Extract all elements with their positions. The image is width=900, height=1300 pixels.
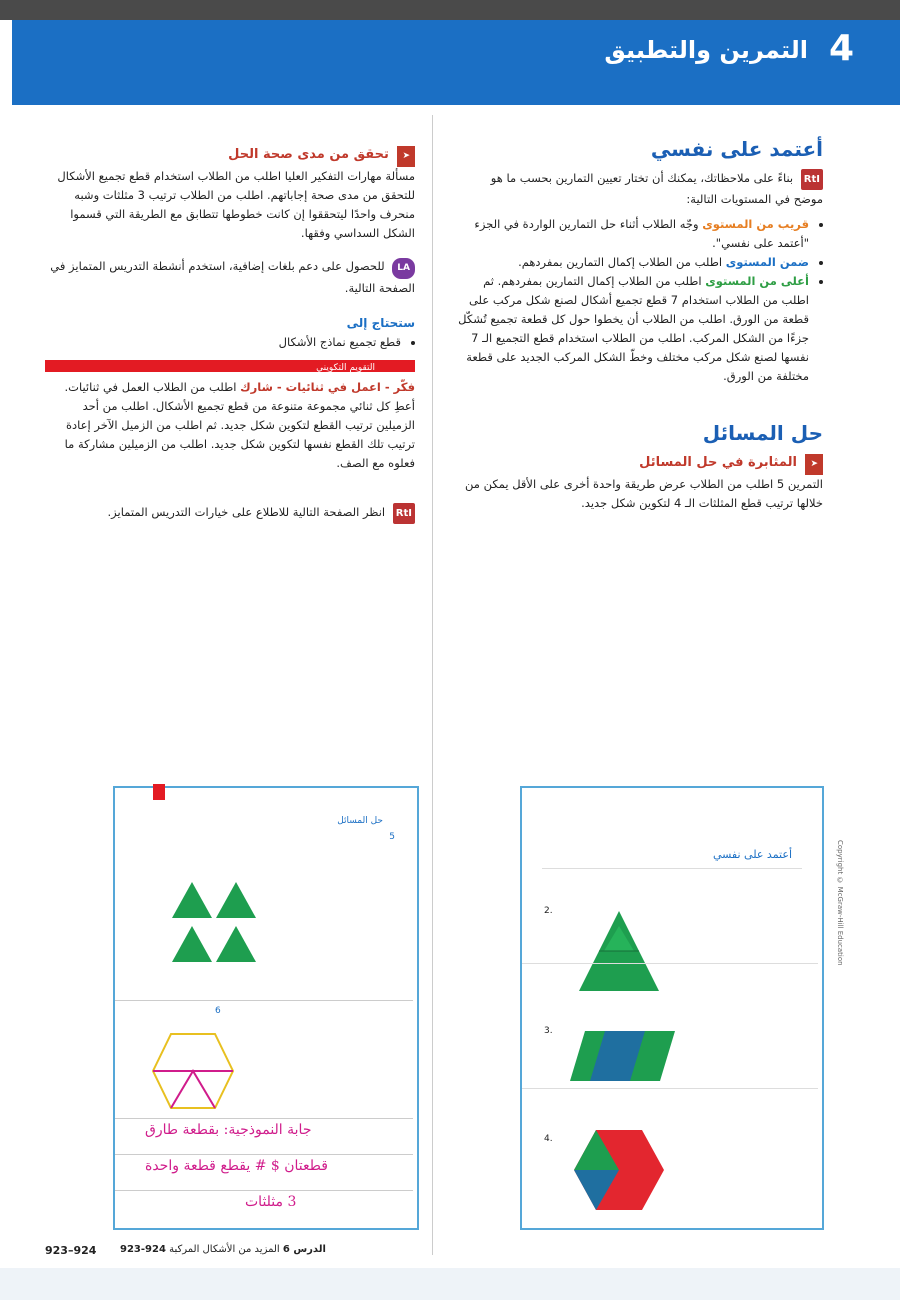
level-approaching: قريب من المستوى xyxy=(702,217,809,231)
assessment-bar-label: التقويم التكويني xyxy=(316,363,375,373)
thumb-rule xyxy=(522,1088,818,1089)
perseverance-title: المثابرة في حل المسائل xyxy=(639,455,797,470)
rti-badge: RtI xyxy=(393,503,415,524)
q6-label: 6 xyxy=(215,1006,221,1016)
levels-list xyxy=(458,215,823,386)
level-text: وجّه الطلاب أثناء حل التمارين الواردة في الجزء "أعتمد على نفسي". xyxy=(474,217,809,250)
thumb-rule xyxy=(115,1154,413,1155)
trapezoid-composite-figure xyxy=(570,1026,680,1086)
footer-lesson xyxy=(120,1244,326,1255)
think-title: فكّر - اعمل في ثنائيات - شارك xyxy=(240,380,415,394)
rti-note xyxy=(45,503,415,524)
student-page-thumbnail-left xyxy=(113,786,419,1230)
list-item: • قطع تجميع نماذج الأشكال xyxy=(45,333,401,352)
section-problem-solving-title: حل المسائل xyxy=(702,421,823,445)
lesson-pages: 924-923 xyxy=(120,1244,166,1255)
lesson-number: الدرس 6 xyxy=(282,1244,326,1255)
left-column xyxy=(45,145,415,524)
arrow-badge-icon: ➤ xyxy=(805,454,823,475)
hexagon-outline-figure xyxy=(151,1032,235,1110)
triangle-piece xyxy=(216,882,256,918)
handwritten-answer-1: جابة النموذجية: بقطعة طارق xyxy=(145,1122,312,1138)
thumb-rule xyxy=(522,963,818,964)
page-title: التمرين والتطبيق xyxy=(604,36,808,64)
thumb-title: أعتمد على نفسي xyxy=(712,848,792,861)
section-independent-title: أعتمد على نفسي xyxy=(650,137,823,161)
thumb-rule xyxy=(542,868,802,869)
division-line xyxy=(171,1071,215,1108)
four-triangles-figure xyxy=(170,880,260,972)
hexagon-composite-figure xyxy=(572,1128,666,1212)
think-pair-share xyxy=(45,378,415,473)
thumb-rule xyxy=(115,1000,413,1001)
list-item xyxy=(458,215,809,253)
thumb-rule xyxy=(115,1118,413,1119)
materials-title: ستحتاج إلى xyxy=(346,316,415,330)
handwritten-answer-3: 3 مثلثات xyxy=(245,1194,297,1210)
student-page-thumbnail-right xyxy=(520,786,824,1230)
copyright-vertical-text: Copyright © McGraw-Hill Education xyxy=(836,840,844,966)
marker-flag-icon xyxy=(153,784,165,800)
triangle-piece xyxy=(172,926,212,962)
perseverance-text: التمرين 5 اطلب من الطلاب عرض طريقة واحدة أخرى على الأقل يمكن من خلالها ترتيب قطع المثلثات الـ 4 لتكوين شكل جديد. xyxy=(465,477,823,510)
triangle-piece xyxy=(172,882,212,918)
triangle-piece xyxy=(216,926,256,962)
level-text: اطلب من الطلاب إكمال التمارين بمفردهم. xyxy=(518,255,723,269)
handwritten-answer-2: قطعتان $ # يقطع قطعة واحدة xyxy=(145,1158,328,1174)
think-text: اطلب من الطلاب العمل في ثنائيات. أعطِ كل ثنائي مجموعة متنوعة من قطع تجميع الأشكال. اطلب من أحد الزميلين ترتيب القطع لتكوين شكل جديد. ثم اطلب من الزميل الآخر إعادة ترتيب تلك القطع نفسها لتكوين شكل جديد. اطلب من الزميلين مشاركة ما فعلوه مع الصف. xyxy=(64,380,415,470)
rti-note-text: انظر الصفحة التالية للاطلاع على خيارات التدريس المتمايز. xyxy=(107,505,386,519)
page-range: 923–924 xyxy=(45,1244,97,1257)
thumb-header: حل المسائل xyxy=(337,816,383,826)
lesson-step-number: 4 xyxy=(828,28,854,69)
right-column xyxy=(458,137,823,513)
check-text: مسألة مهارات التفكير العليا اطلب من الطلاب استخدام قطع تجميع الأشكال للتحقق من مدى صحة إجاباتهم. اطلب من الطلاب ترتيب 3 مثلثات وشبه منحرف واحدًا ليتحققوا إن كانت خطوطها تتطابق مع الطريقة التي قسموا الشكل السداسي وفقها. xyxy=(57,169,415,240)
page-footer xyxy=(0,1230,900,1268)
level-text: اطلب من الطلاب إكمال التمارين بمفردهم. ثم اطلب من الطلاب استخدام 7 قطع تجميع أشكال لصنع شكل مركب على قطعة من الورق. اطلب من الطلاب أن يخطوا حول كل قطعة تجميع تُشكّل جزءًا من الشكل المركب. اطلب من الطلاب استخدام قطع التجميع الـ 7 نفسها لصنع شكل مركب مختلف وخطّ الشكل المركب الجديد على قطعة مختلفة من الورق. xyxy=(458,274,809,383)
list-item xyxy=(458,272,809,386)
la-text: للحصول على دعم بلغات إضافية، استخدم أنشطة التدريس المتمايز في الصفحة التالية. xyxy=(50,259,415,295)
q4-label: 4. xyxy=(544,1134,553,1144)
q3-label: 3. xyxy=(544,1026,553,1036)
rti-intro-text: بناءً على ملاحظاتك، يمكنك أن تختار تعيين التمارين بحسب ما هو موضح في المستويات التالية: xyxy=(490,171,823,206)
level-beyond: أعلى من المستوى xyxy=(705,274,809,288)
check-heading xyxy=(45,145,415,167)
list-item xyxy=(458,253,809,272)
lesson-title: المزيد من الأشكال المركبة xyxy=(169,1244,280,1255)
perseverance-heading xyxy=(458,453,823,475)
column-divider xyxy=(432,115,433,1255)
top-bar xyxy=(0,0,900,20)
thumb-rule xyxy=(115,1190,413,1191)
q5-label: 5 xyxy=(389,832,395,842)
level-on: ضمن المستوى xyxy=(725,255,809,269)
q2-label: 2. xyxy=(544,906,553,916)
assessment-bar xyxy=(45,360,415,372)
triangle-composite-figure xyxy=(574,906,664,996)
check-title: تحقق من مدى صحة الحل xyxy=(228,147,389,162)
arrow-badge-icon: ➤ xyxy=(397,146,415,167)
rti-badge: RtI xyxy=(801,169,823,190)
materials-list xyxy=(45,333,415,352)
la-badge: LA xyxy=(392,258,415,279)
la-note xyxy=(45,257,415,298)
footer-band xyxy=(0,1268,900,1300)
rti-intro xyxy=(458,169,823,209)
